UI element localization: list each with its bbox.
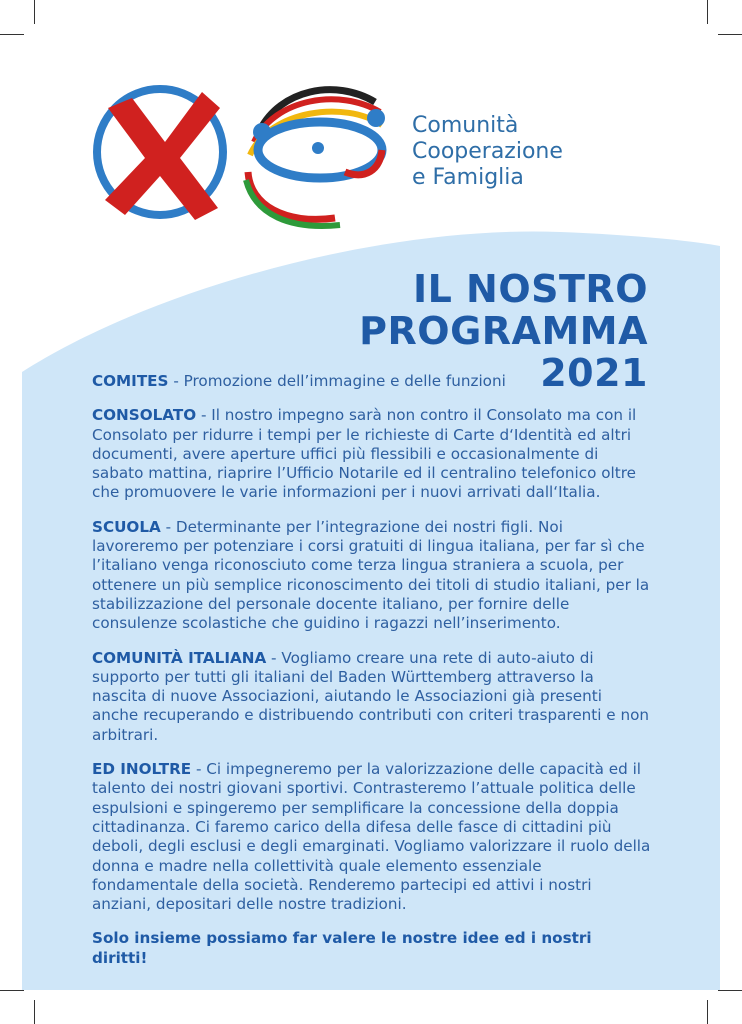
organization-line: Cooperazione — [412, 139, 563, 164]
section-text: - Vogliamo creare una rete di auto-aiuto di supporto per tutti gli italiani del Baden Württemberg attraverso la nascita di nuove Associazioni, aiutando le Associazioni già presenti anche recuperando e distribuendo contributi con criteri trasparenti e non arbitrari. — [92, 648, 650, 744]
title-year: 2021 — [540, 351, 648, 395]
section-ed-inoltre — [92, 760, 652, 914]
organization-line: Comunità — [412, 113, 519, 138]
section-text: - Determinante per l’integrazione dei nostri figli. Noi lavoreremo per potenziare i corsi gratuiti di lingua italiana, per far sì che l’italiano venga riconosciuto come terza lingua straniera a scuola, per ottenere un più semplice riconoscimento dei titoli di studio italiani, per la stabilizzazione del personale docente italiano, per fornire delle consulenze scolastiche che guidino i ragazzi nell’inserimento. — [92, 517, 650, 633]
section-text: - Il nostro impegno sarà non contro il Consolato ma con il Consolato per ridurre i tempi per le richieste di Carte d‘Identità ed altri documenti, avere aperture uffici più flessibili e occasionalmente di sabato mattina, riaprire l’Ufficio Notarile ed il centralino telefonico oltre che promuovere le varie informazioni per i nuovi arrivati dall‘Italia. — [92, 406, 637, 502]
section-heading: COMITES — [92, 372, 169, 390]
closing-statement: Solo insieme possiamo far valere le nostre idee ed i nostri diritti! — [92, 929, 592, 967]
section-heading: CONSOLATO — [92, 406, 197, 425]
section-comites — [92, 372, 652, 391]
title-line: PROGRAMMA — [359, 309, 648, 353]
section-comunita-italiana — [92, 649, 652, 745]
title-line: IL NOSTRO — [412, 267, 648, 311]
vote-cross-logo — [97, 89, 223, 220]
section-text: - Ci impegneremo per la valorizzazione delle capacità ed il talento dei nostri giovani sportivi. Contrasteremo l’attuale politica delle espulsioni e spingeremo per semplificare la concessione della doppia cittadinanza. Ci faremo carico della difesa delle fasce di cittadini più deboli, degli esclusi e degli emarginati. Vogliamo valorizzare il ruolo della donna e madre nella collettività quale elemento essenziale fondamentale della società. Renderemo partecipi ed attivi i nostri anziani, depositari delle nostre tradizioni. — [92, 760, 651, 914]
section-heading: COMUNITÀ ITALIANA — [92, 648, 267, 667]
section-heading: ED INOLTRE — [92, 760, 192, 779]
family-logo — [246, 90, 385, 226]
organization-name — [412, 113, 563, 191]
organization-line: e Famiglia — [412, 165, 524, 190]
section-consolato — [92, 406, 652, 502]
program-content — [92, 372, 652, 983]
section-text: - Promozione dell’immagine e delle funzioni — [168, 372, 506, 390]
section-heading: SCUOLA — [92, 517, 161, 536]
section-scuola — [92, 518, 652, 634]
